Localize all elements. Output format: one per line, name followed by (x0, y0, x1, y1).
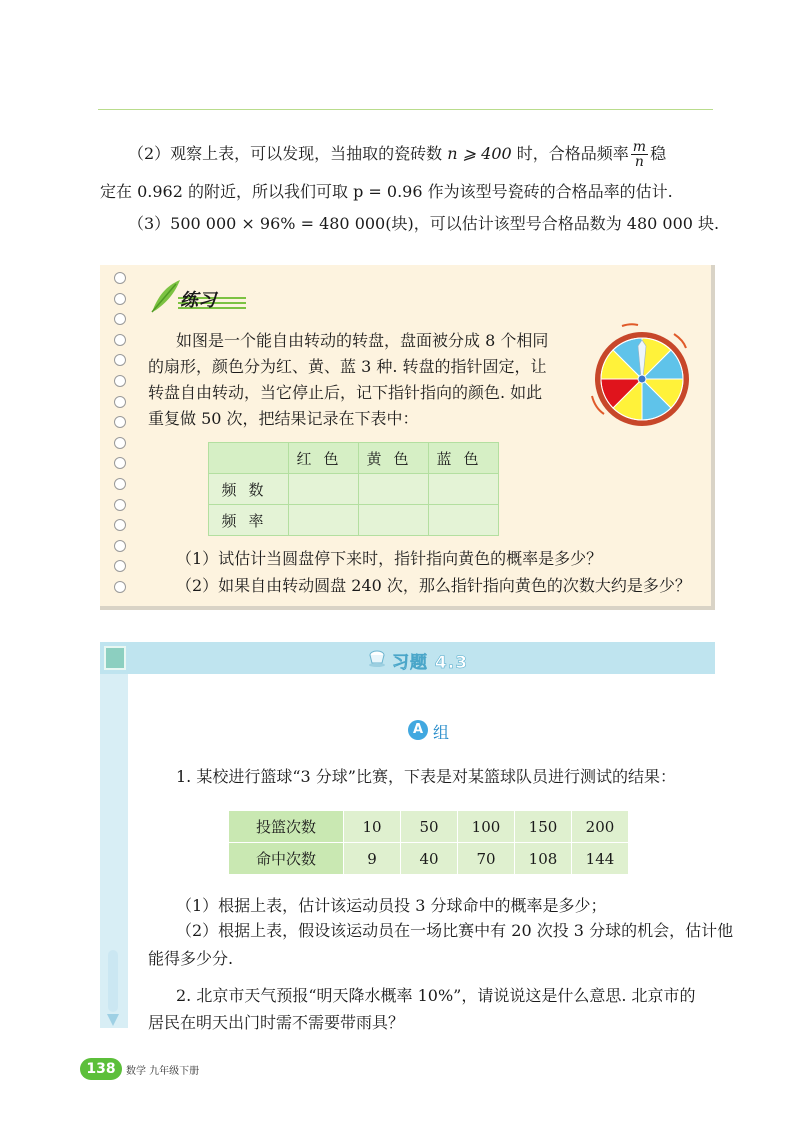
table-cell: 200 (572, 811, 629, 843)
table-row-label: 命中次数 (229, 843, 344, 875)
table-cell: 108 (515, 843, 572, 875)
table-row-label: 投篮次数 (229, 811, 344, 843)
table-header-cell: 蓝色 (429, 443, 499, 474)
spinner-wheel (588, 322, 698, 434)
cup-icon (366, 647, 388, 669)
intro-line-2: 定在 0.962 的附近，所以我们可取 p = 0.96 作为该型号瓷砖的合格品率的估计. (100, 182, 673, 201)
table-cell: 9 (344, 843, 401, 875)
practice-title: 练习 (180, 290, 216, 311)
page-number: 138 (80, 1058, 122, 1080)
practice-paragraph-3: 转盘自由转动，当它停止后，记下指针指向的颜色. 如此 (148, 383, 543, 402)
book-title: 数学 九年级下册 (126, 1066, 200, 1077)
table-header-cell: 黄色 (359, 443, 429, 474)
exercise-question-1b-line-2: 能得多少分. (148, 949, 234, 968)
group-a-badge: A (408, 720, 428, 740)
notebook-rings (114, 272, 130, 602)
group-label: 组 (433, 723, 450, 742)
intro-line-3: （3）500 000 × 96% = 480 000(块)，可以估计该型号合格品数为 480 000 块. (128, 214, 720, 233)
table-cell: 40 (401, 843, 458, 875)
practice-question-2: （2）如果自由转动圆盘 240 次，那么指针指向黄色的次数大约是多少？ (176, 576, 691, 595)
exercise-corner-square (104, 646, 126, 670)
practice-paragraph-1: 如图是一个能自由转动的转盘，盘面被分成 8 个相同 (176, 331, 549, 350)
table-row-label: 频数 (209, 474, 289, 505)
table-cell: 70 (458, 843, 515, 875)
exercise-title: 习题 4.3 (392, 653, 469, 673)
table-cell: 144 (572, 843, 629, 875)
exercise-question-1a: （1）根据上表，估计该运动员投 3 分球命中的概率是多少； (176, 896, 607, 915)
top-rule (98, 109, 713, 110)
table-cell (429, 474, 499, 505)
table-cell (289, 474, 359, 505)
scroll-indicator-icon (106, 950, 120, 1028)
exercise-question-1b-line-1: （2）根据上表，假设该运动员在一场比赛中有 20 次投 3 分球的机会，估计他 (176, 921, 734, 940)
exercise-question-2-line-1: 2. 北京市天气预报“明天降水概率 10%”，请说说这是什么意思. 北京市的 (176, 986, 696, 1005)
table-cell (359, 474, 429, 505)
table-cell: 100 (458, 811, 515, 843)
table-row-label: 频率 (209, 505, 289, 536)
table-header-cell (209, 443, 289, 474)
practice-paragraph-2: 的扇形，颜色分为红、黄、蓝 3 种. 转盘的指针固定，让 (148, 357, 547, 376)
table-cell: 10 (344, 811, 401, 843)
table-cell (359, 505, 429, 536)
table-header-cell: 红色 (289, 443, 359, 474)
practice-question-1: （1）试估计当圆盘停下来时，指针指向黄色的概率是多少？ (176, 549, 603, 568)
exercise-question-1: 1. 某校进行篮球“3 分球”比赛，下表是对某篮球队员进行测试的结果： (176, 767, 676, 786)
intro-line-1: （2）观察上表，可以发现，当抽取的瓷砖数 n ⩾ 400 时，合格品频率 $\frac{m}{n}$ 稳 (128, 139, 667, 170)
table-cell (289, 505, 359, 536)
fraction-m-over-n: $\frac{m}{n}$ (632, 139, 647, 170)
practice-table (208, 442, 499, 536)
table-cell: 50 (401, 811, 458, 843)
practice-paragraph-4: 重复做 50 次，把结果记录在下表中： (148, 409, 419, 428)
table-cell (429, 505, 499, 536)
table-cell: 150 (515, 811, 572, 843)
exercise-question-2-line-2: 居民在明天出门时需不需要带雨具？ (148, 1013, 405, 1032)
basketball-table (228, 810, 629, 875)
